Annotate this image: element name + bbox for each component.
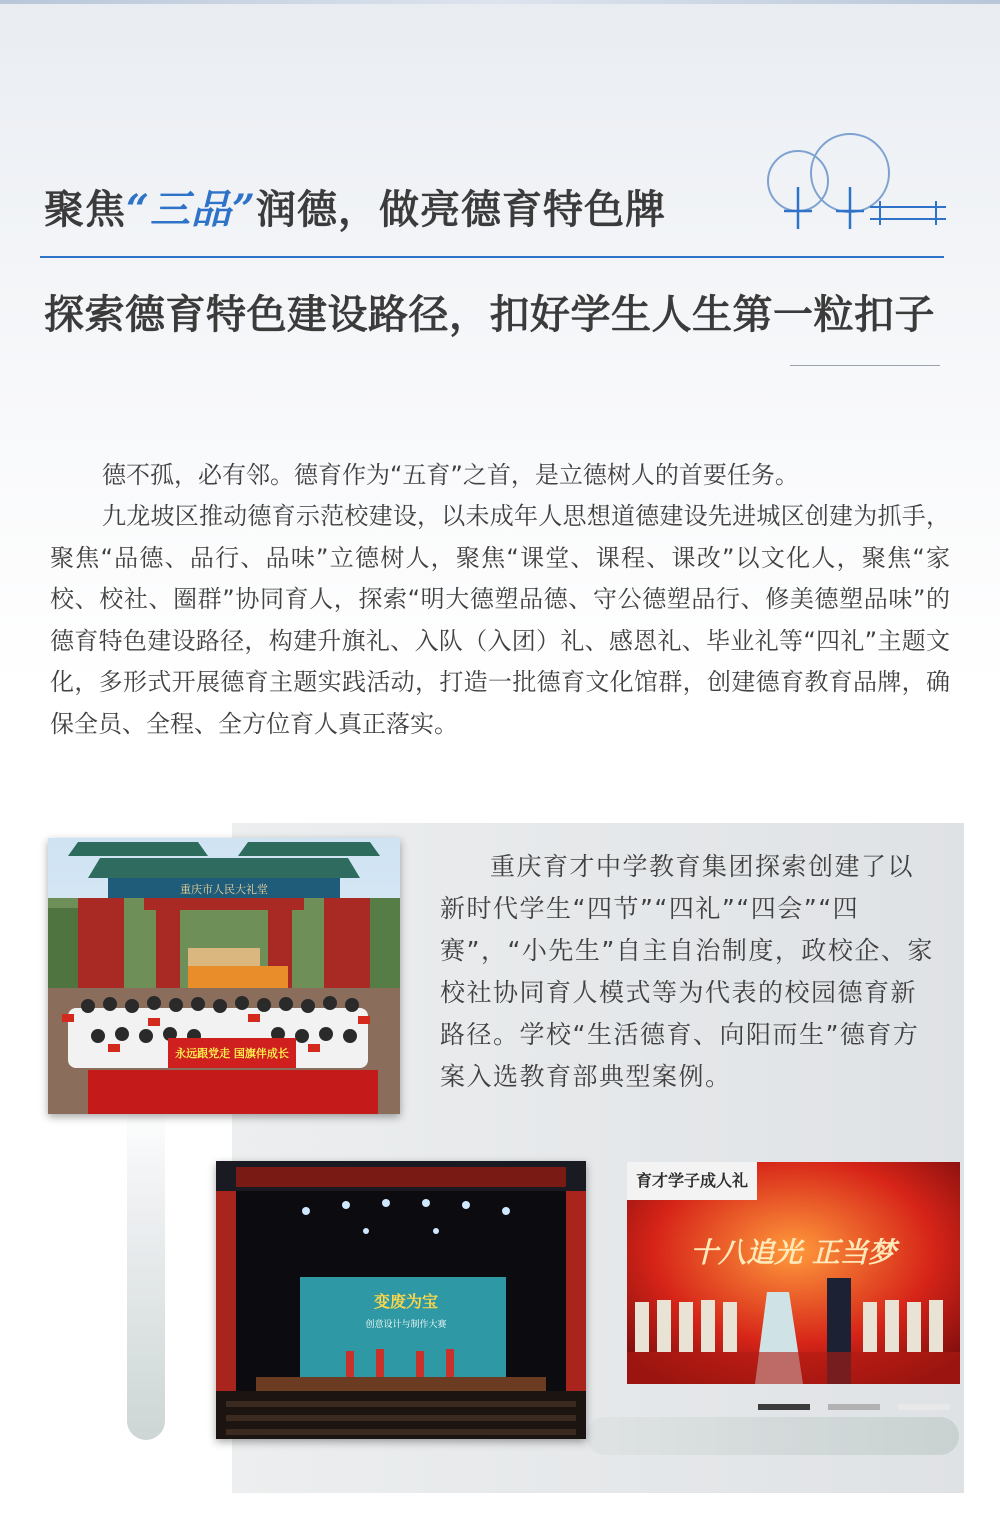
svg-text:永远跟党走 国旗伴成长 (175, 1046, 289, 1060)
intro-paragraph-1: 德不孤，必有邻。德育作为“五育”之首，是立德树人的首要任务。 (102, 461, 799, 489)
title-divider (40, 256, 944, 258)
decorative-pill-bottom (586, 1417, 959, 1455)
subtitle-divider (790, 365, 940, 366)
intro-paragraph-2: 九龙坡区推动德育示范校建设，以未成年人思想道德建设先进城区创建为抓手，聚焦“品德、品行、品味”立德树人，聚焦“课堂、课程、课改”以文化人，聚焦“家校、校社、圈群”协同育人，探索“明大德塑品德、守公德塑品行、修美德塑品味”的德育特色建设路径，构建升旗礼、入队（入团）礼、感恩礼、毕业礼等“四礼”主题文化，多形式开展德育主题实践活动，打造一批德育文化馆群，创建德育教育品牌，确保全员、全程、全方位育人真正落实。 (50, 502, 950, 738)
title-highlight: “三品” (126, 186, 257, 233)
title-suffix: 润德，做亮德育特色牌 (256, 186, 667, 233)
screen-subtitle-text: 创意设计与制作大赛 (365, 1320, 447, 1330)
carousel-indicator-1[interactable] (758, 1404, 810, 1410)
stage-title-text: 十八追光 正当梦 (690, 1236, 896, 1269)
decorative-pill-left (127, 1100, 165, 1440)
banner-text-1: 永远跟党走 (175, 1047, 231, 1060)
carousel-indicator-3[interactable] (898, 1404, 950, 1410)
photo-auditorium-stage (216, 1161, 586, 1439)
screen-title-text: 变废为宝 (373, 1292, 439, 1311)
carousel-caption: 育才学子成人礼 (627, 1162, 757, 1200)
title-prefix: 聚焦 (44, 186, 126, 233)
carousel-indicator-2[interactable] (828, 1404, 880, 1410)
gate-sign-text: 重庆市人民大礼堂 (180, 883, 268, 896)
feature-paragraph: 重庆育才中学教育集团探索创建了以新时代学生“四节”“四礼”“四会”“四赛”，“小先生”自主自治制度，政校企、家校社协同育人模式等为代表的校园德育新路径。学校“生活德育、向阳而生”德育方案入选教育部典型案例。 (440, 852, 934, 1091)
photo-students-great-hall (48, 838, 400, 1114)
top-accent-bar (0, 0, 1000, 4)
page-title (44, 178, 666, 235)
banner-text-2: 国旗伴成长 (233, 1047, 289, 1060)
decorative-tree-icon (760, 125, 950, 235)
page-subtitle: 探索德育特色建设路径，扣好学生人生第一粒扣子 (44, 291, 935, 338)
